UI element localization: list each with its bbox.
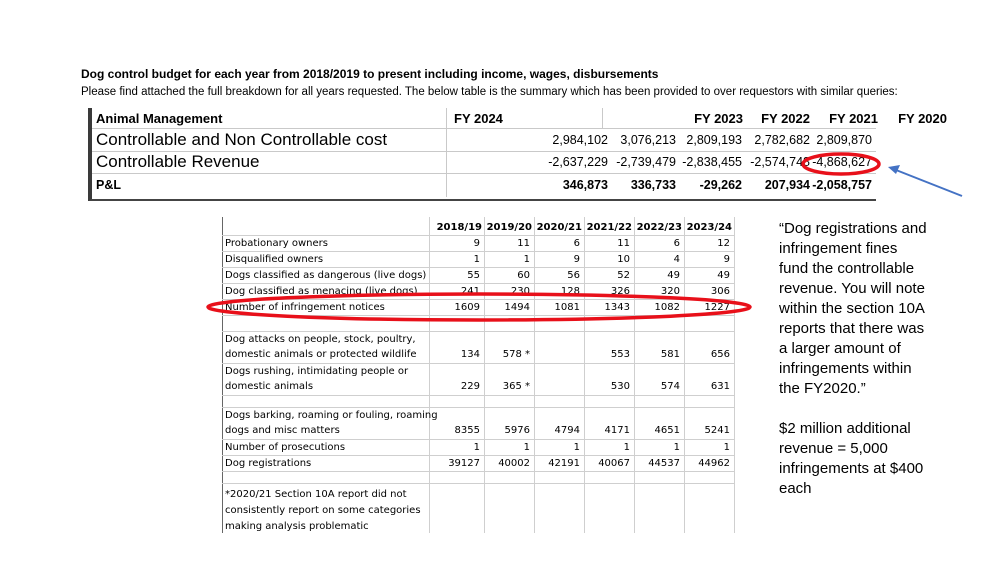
stats-value: 1 bbox=[523, 254, 530, 265]
calc-line: each bbox=[779, 480, 812, 497]
budget-year-header: FY 2024 bbox=[454, 110, 503, 126]
budget-value: -4,868,627 bbox=[812, 155, 872, 169]
stats-value: 134 bbox=[460, 349, 480, 360]
budget-value: 2,984,102 bbox=[552, 132, 608, 147]
budget-value: -29,262 bbox=[699, 178, 742, 192]
stats-value: 1 bbox=[623, 442, 630, 453]
stats-row-label: Probationary owners bbox=[225, 238, 328, 249]
stats-value: 11 bbox=[517, 238, 530, 249]
infringement-highlight-ellipse bbox=[208, 294, 750, 320]
arrow-head-icon bbox=[888, 165, 900, 174]
stats-row-label: Number of prosecutions bbox=[225, 442, 346, 453]
stats-year-header: 2021/22 bbox=[586, 222, 632, 233]
stats-value: 326 bbox=[610, 286, 630, 297]
stats-value: 5976 bbox=[504, 425, 530, 436]
budget-value: 2,809,193 bbox=[686, 132, 742, 147]
stats-value: 128 bbox=[560, 286, 580, 297]
quote-line: fund the controllable bbox=[779, 260, 915, 277]
stats-row-label: Dog attacks on people, stock, poultry, bbox=[225, 334, 416, 345]
intro-text: Please find attached the full breakdown for all years requested. The below table is the summary which has been provided to over requestors with similar queries: bbox=[81, 86, 898, 98]
stats-value: 56 bbox=[567, 270, 580, 281]
budget-year-header: FY 2023 bbox=[602, 108, 743, 128]
stats-value: 8355 bbox=[454, 425, 480, 436]
budget-row-label: Controllable and Non Controllable cost bbox=[96, 128, 447, 151]
stats-value: 1 bbox=[673, 442, 680, 453]
stats-row-label: domestic animals bbox=[225, 381, 314, 392]
stats-value: 6 bbox=[573, 238, 580, 249]
stats-value: 9 bbox=[573, 254, 580, 265]
stats-row-label: domestic animals or protected wildlife bbox=[225, 349, 417, 360]
stats-value: 581 bbox=[660, 349, 680, 360]
quote-line: infringements within bbox=[779, 360, 912, 377]
stats-value: 229 bbox=[460, 381, 480, 392]
stats-row-label: Dogs barking, roaming or fouling, roaming bbox=[225, 410, 438, 421]
calc-line: $2 million additional bbox=[779, 420, 911, 437]
budget-value: -2,637,229 bbox=[548, 155, 608, 169]
stats-value: 631 bbox=[710, 381, 730, 392]
stats-value: 230 bbox=[510, 286, 530, 297]
budget-row-label: P&L bbox=[96, 173, 447, 197]
quote-line: within the section 10A bbox=[779, 300, 925, 317]
stats-row-label: Number of infringement notices bbox=[225, 302, 385, 313]
stats-year-header: 2020/21 bbox=[536, 222, 582, 233]
stats-value: 4 bbox=[673, 254, 680, 265]
calc-line: revenue = 5,000 bbox=[779, 440, 888, 457]
stats-value: 11 bbox=[617, 238, 630, 249]
stats-value: 1081 bbox=[554, 302, 580, 313]
calc-line: infringements at $400 bbox=[779, 460, 924, 477]
stats-value: 9 bbox=[473, 238, 480, 249]
quote-line: the FY2020.” bbox=[779, 380, 866, 397]
budget-value: 346,873 bbox=[562, 178, 608, 192]
budget-row-label: Controllable Revenue bbox=[96, 151, 447, 173]
stats-row-label: Dogs classified as dangerous (live dogs) bbox=[225, 270, 427, 281]
stats-value: 4794 bbox=[554, 425, 580, 436]
stats-value: 12 bbox=[717, 238, 730, 249]
stats-value: 39127 bbox=[448, 458, 480, 469]
footnote: *2020/21 Section 10A report did not bbox=[225, 489, 407, 500]
stats-value: 1 bbox=[723, 442, 730, 453]
stats-value: 1227 bbox=[704, 302, 730, 313]
stats-value: 1343 bbox=[604, 302, 630, 313]
stats-row-label: Dog registrations bbox=[225, 458, 312, 469]
stats-value: 553 bbox=[610, 349, 630, 360]
stats-value: 1 bbox=[573, 442, 580, 453]
fy2020-revenue-highlight-ellipse bbox=[803, 154, 879, 174]
stats-year-header: 2019/20 bbox=[486, 222, 532, 233]
budget-corner: Animal Management bbox=[96, 108, 447, 128]
stats-value: 9 bbox=[723, 254, 730, 265]
stats-value: 656 bbox=[710, 349, 730, 360]
budget-value: -2,838,455 bbox=[682, 155, 742, 169]
budget-value: 207,934 bbox=[764, 178, 810, 192]
budget-value: -2,058,757 bbox=[812, 178, 872, 192]
budget-year-header: FY 2022 bbox=[761, 110, 810, 126]
stats-year-header: 2022/23 bbox=[636, 222, 682, 233]
stats-value: 1082 bbox=[654, 302, 680, 313]
stats-value: 1 bbox=[473, 254, 480, 265]
budget-value: 2,809,870 bbox=[816, 132, 872, 147]
stats-value: 530 bbox=[610, 381, 630, 392]
budget-year-header: FY 2020 bbox=[898, 110, 947, 126]
stats-row-label: Dog classified as menacing (live dogs) bbox=[225, 286, 418, 297]
stats-value: 306 bbox=[710, 286, 730, 297]
stats-value: 60 bbox=[517, 270, 530, 281]
stats-value: 49 bbox=[717, 270, 730, 281]
quote-line: “Dog registrations and bbox=[779, 220, 927, 237]
blue-arrow-line bbox=[896, 170, 962, 196]
stats-value: 42191 bbox=[548, 458, 580, 469]
quote-line: reports that there was bbox=[779, 320, 925, 337]
stats-value: 365 * bbox=[502, 381, 530, 392]
budget-value: 336,733 bbox=[630, 178, 676, 192]
stats-value: 241 bbox=[460, 286, 480, 297]
stats-value: 52 bbox=[617, 270, 630, 281]
quote-line: revenue. You will note bbox=[779, 280, 925, 297]
stats-value: 49 bbox=[667, 270, 680, 281]
stats-row-label: Disqualified owners bbox=[225, 254, 324, 265]
stats-value: 1 bbox=[473, 442, 480, 453]
budget-value: -2,739,479 bbox=[616, 155, 676, 169]
stats-year-header: 2023/24 bbox=[686, 222, 732, 233]
footnote: consistently report on some categories bbox=[225, 505, 421, 516]
stats-value: 1 bbox=[523, 442, 530, 453]
stats-year-header: 2018/19 bbox=[436, 222, 482, 233]
stats-row-label: dogs and misc matters bbox=[225, 425, 340, 436]
stats-value: 10 bbox=[617, 254, 630, 265]
stats-value: 574 bbox=[660, 381, 680, 392]
stats-value: 44537 bbox=[648, 458, 680, 469]
quote-line: a larger amount of bbox=[779, 340, 901, 357]
budget-value: 2,782,682 bbox=[754, 132, 810, 147]
stats-value: 55 bbox=[467, 270, 480, 281]
quote-text bbox=[779, 219, 979, 399]
stats-value: 320 bbox=[660, 286, 680, 297]
stats-value: 40067 bbox=[598, 458, 630, 469]
footnote: making analysis problematic bbox=[225, 521, 369, 532]
stats-value: 1494 bbox=[504, 302, 530, 313]
stats-value: 44962 bbox=[698, 458, 730, 469]
stats-value: 1609 bbox=[454, 302, 480, 313]
calculation-note bbox=[779, 419, 979, 499]
stats-value: 6 bbox=[673, 238, 680, 249]
quote-line: infringement fines bbox=[779, 240, 898, 257]
budget-value: 3,076,213 bbox=[620, 132, 676, 147]
stats-value: 5241 bbox=[704, 425, 730, 436]
stats-value: 4171 bbox=[604, 425, 630, 436]
stats-value: 40002 bbox=[498, 458, 530, 469]
stats-value: 578 * bbox=[502, 349, 530, 360]
page-heading: Dog control budget for each year from 2018/2019 to present including income, wages, disbursements bbox=[81, 67, 659, 81]
stats-value: 4651 bbox=[654, 425, 680, 436]
budget-year-header: FY 2021 bbox=[829, 110, 878, 126]
budget-value: -2,574,748 bbox=[750, 155, 810, 169]
stats-row-label: Dogs rushing, intimidating people or bbox=[225, 366, 409, 377]
